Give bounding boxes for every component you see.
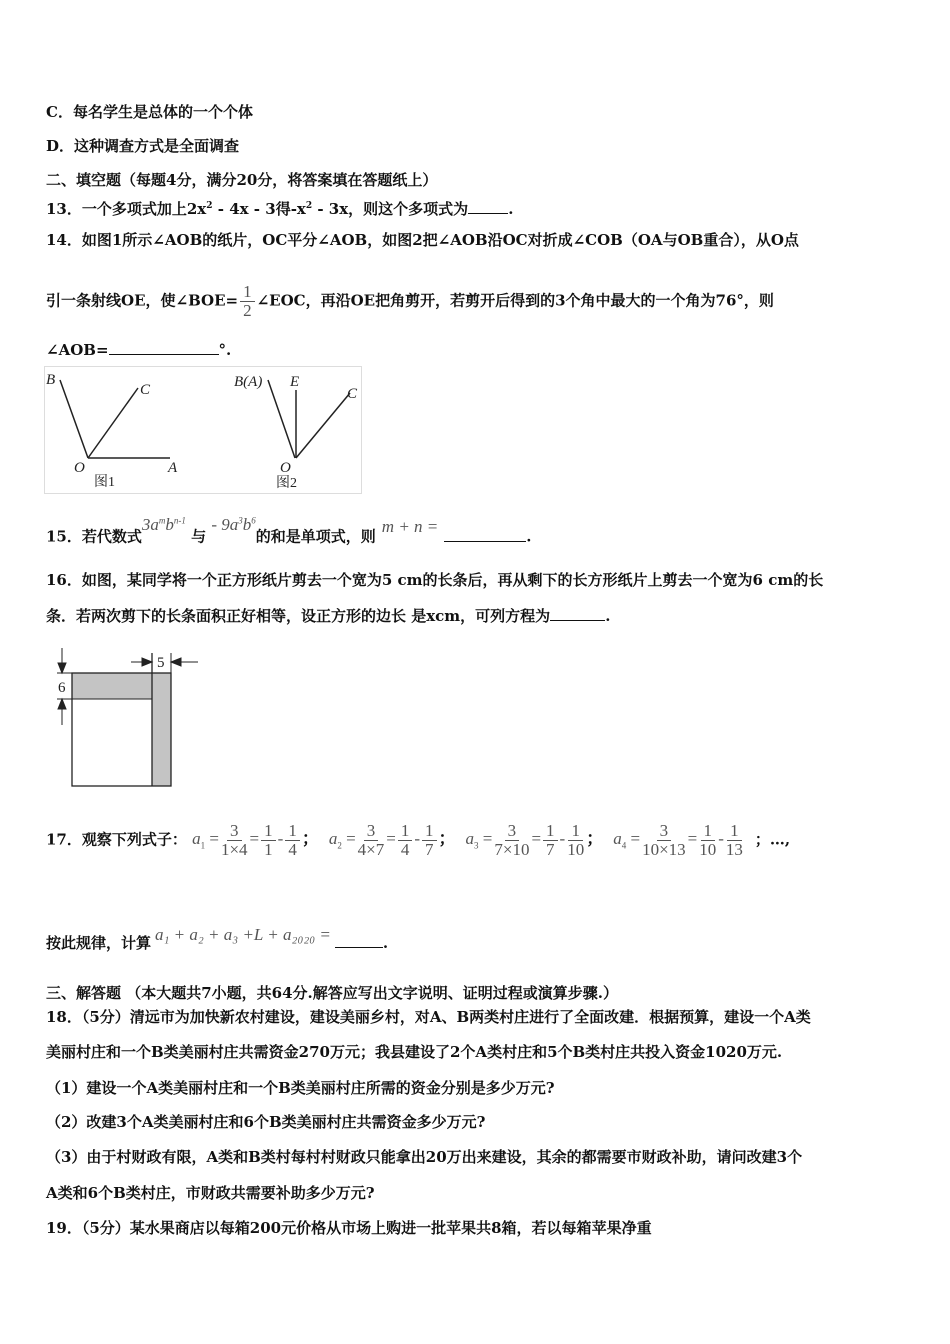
question-14-line2	[46, 283, 774, 320]
sequence-term: $a_4$ = $\frac{3}{10\times 13}$ = $\frac{1}{10}$ - $\frac{1}{13}$	[613, 821, 743, 859]
question-14-line3	[46, 340, 231, 360]
term-index: 4	[621, 840, 627, 851]
question-18-line2: 美丽村庄和一个B类美丽村庄共需资金270万元；我县建设了2个A类村庄和5个B类村庄共投入资金1020万元.	[46, 1043, 783, 1061]
fraction	[285, 822, 300, 859]
fraction-half	[240, 283, 255, 320]
term-a: a	[328, 829, 338, 849]
label-o: O	[280, 460, 291, 476]
q14-text: ∠EOC，再沿OE把角剪开，若剪开后得到的3个角中最大的一个角为76°，则	[256, 291, 774, 310]
label-o: O	[74, 460, 85, 476]
frac-den: 10	[567, 840, 585, 859]
frac-den: 7	[546, 840, 555, 859]
section-3-heading: 三、解答题 （本大题共7小题，共64分.解答应写出文字说明、证明过程或演算步骤.）	[46, 984, 618, 1002]
label-b: B	[46, 372, 56, 388]
expr-part: - 9a	[211, 514, 239, 534]
cut-strip-6	[72, 673, 152, 699]
question-13	[46, 196, 513, 219]
fraction	[567, 822, 584, 859]
expr-m-plus-n: m + n =	[381, 516, 439, 536]
expr-sup: 3	[238, 515, 243, 525]
figure-2-lines	[268, 380, 350, 458]
sequence-term: $a_1$ = $\frac{3}{1\times 4}$ = $\frac{1}{1}$ - $\frac{1}{4}$ ；	[192, 821, 319, 859]
question-17-line2	[46, 925, 389, 953]
answer-blank[interactable]	[550, 606, 605, 621]
frac-den: 4	[400, 840, 410, 859]
fraction	[422, 822, 437, 859]
question-19-line1: 19．（5分）某水果商店以每箱200元价格从市场上购进一批苹果共8箱，若以每箱苹果净重	[46, 1219, 652, 1237]
fraction	[221, 822, 248, 859]
frac-num: 1	[285, 822, 300, 841]
fraction	[358, 822, 385, 859]
figure-1-lines	[60, 380, 170, 458]
sequence-term: $a_3$ = $\frac{3}{7\times 10}$ = $\frac{1}{7}$ - $\frac{1}{10}$ ；	[465, 821, 604, 859]
q14-text: °.	[218, 341, 232, 359]
frac-num: 1	[398, 822, 413, 841]
term-a: a	[465, 829, 475, 849]
q13-text: 13．一个多项式加上2x	[46, 200, 207, 218]
q14-text: 引一条射线OE，使∠BOE=	[46, 291, 239, 310]
section-2-heading: 二、填空题（每题4分，满分20分，将答案填在答题纸上）	[46, 171, 438, 189]
term-a: a	[613, 829, 622, 849]
fraction	[699, 822, 716, 859]
option-c: C．每名学生是总体的一个个体	[46, 103, 253, 121]
label-5: 5	[157, 655, 165, 671]
question-18-part1: （1）建设一个A类美丽村庄和一个B类美丽村庄所需的资金分别是多少万元?	[46, 1079, 555, 1097]
question-17	[46, 822, 790, 859]
frac-num: 1	[568, 822, 583, 841]
cut-strip-5	[152, 673, 171, 786]
option-d: D．这种调查方式是全面调查	[46, 137, 240, 155]
q13-text: - 4x - 3得-x	[212, 200, 306, 218]
sequence-term: $a_2$ = $\frac{3}{4\times 7}$ = $\frac{1}{4}$ - $\frac{1}{7}$ ；	[328, 821, 456, 859]
figure-14	[44, 366, 362, 494]
frac-num: 1	[261, 822, 276, 841]
fraction	[398, 822, 413, 859]
figure-1-caption: 图1	[94, 475, 115, 490]
frac-num: 3	[227, 822, 242, 841]
term-index: 1	[200, 840, 206, 851]
fraction	[726, 822, 743, 859]
label-6: 6	[58, 680, 66, 696]
q17-end: .	[382, 934, 389, 952]
frac-den: 1×4	[220, 840, 248, 859]
q15-text: 的和是单项式，则	[255, 527, 376, 546]
q13-text: - 3x，则这个多项式为	[312, 200, 469, 218]
label-b-a: B(A)	[234, 374, 263, 390]
figure-2-caption: 图2	[276, 476, 297, 491]
label-e: E	[290, 374, 300, 390]
expr-sup: 6	[251, 515, 256, 525]
question-18-line1: 18．（5分）清远市为加快新农村建设，建设美丽乡村，对A、B两类村庄进行了全面改建．根据预算，建设一个A类	[46, 1008, 811, 1026]
q16-end: .	[605, 607, 611, 625]
expr-part: 3a	[141, 514, 159, 534]
frac-num: 1	[543, 822, 558, 841]
frac-num: 1	[727, 822, 742, 841]
q17-text: 按此规律，计算	[46, 934, 152, 952]
fraction	[261, 822, 276, 859]
question-16-line1: 16．如图，某同学将一个正方形纸片剪去一个宽为5 cm的长条后，再从剩下的长方形纸片上剪去一个宽为6 cm的长	[46, 571, 824, 589]
q13-sup: 2	[305, 201, 313, 211]
expr-part: b	[242, 514, 252, 534]
fraction	[543, 822, 558, 859]
frac-den: 7×10	[494, 840, 530, 859]
fraction	[494, 822, 529, 859]
q14-text: ∠AOB=	[46, 341, 109, 359]
q13-end: .	[508, 200, 514, 218]
term-index: 2	[337, 840, 342, 851]
frac-den: 2	[243, 301, 252, 320]
frac-den: 4	[288, 840, 297, 859]
frac-num: 3	[657, 822, 672, 841]
frac-den: 13	[725, 840, 743, 859]
expr-sup: m	[158, 515, 166, 525]
frac-num: 3	[364, 822, 379, 841]
q15-text: 15．若代数式	[46, 527, 142, 546]
expr-3ambn	[142, 515, 186, 534]
q13-sup: 2	[206, 201, 213, 211]
label-c: C	[140, 382, 151, 398]
answer-blank[interactable]	[444, 527, 526, 542]
q17-ellipsis: ；…,	[754, 830, 791, 849]
question-14-line1: 14．如图1所示∠AOB的纸片，OC平分∠AOB，如图2把∠AOB沿OC对折成∠COB（OA与OB重合），从O点	[46, 231, 799, 249]
answer-blank[interactable]	[335, 933, 383, 948]
question-18-part3: （3）由于村财政有限，A类和B类村每村村财政只能拿出20万出来建设，其余的都需要市财政补助，请问改建3个	[46, 1148, 803, 1166]
sum-expression: a₁ + a₂ + a₃ +L + a₂₀₂₀ =	[155, 925, 331, 944]
question-15	[46, 514, 532, 547]
q17-text: 17．观察下列式子：	[46, 830, 187, 849]
figure-border	[45, 367, 362, 494]
frac-den: 4×7	[357, 840, 385, 859]
expr-sup: n-1	[173, 515, 186, 525]
term-a: a	[192, 829, 201, 849]
q16-text: 条．若两次剪下的长条面积正好相等，设正方形的边长 是xcm，可列方程为	[46, 607, 551, 625]
fraction	[642, 822, 686, 859]
term-index: 3	[474, 840, 479, 851]
q15-text: 与	[191, 527, 207, 546]
figure-16	[45, 645, 215, 790]
answer-blank[interactable]	[468, 199, 508, 214]
question-16-line2	[46, 606, 610, 626]
frac-num: 1	[422, 822, 437, 841]
frac-den: 7	[425, 840, 434, 859]
frac-num: 1	[701, 822, 716, 841]
label-c: C	[347, 386, 358, 402]
frac-num: 1	[240, 283, 255, 302]
question-18-part3-cont: A类和6个B类村庄，市财政共需要补助多少万元?	[46, 1184, 375, 1202]
q15-end: .	[526, 527, 532, 546]
frac-num: 3	[505, 822, 520, 841]
frac-den: 10×13	[642, 840, 686, 859]
label-a: A	[168, 460, 178, 476]
question-18-part2: （2）改建3个A类美丽村庄和6个B类美丽村庄共需资金多少万元?	[46, 1113, 486, 1131]
answer-blank[interactable]	[109, 340, 219, 355]
expr-part: b	[165, 514, 174, 534]
frac-den: 1	[264, 840, 273, 859]
frac-den: 10	[699, 840, 717, 859]
expr-9a3b6	[211, 515, 255, 534]
